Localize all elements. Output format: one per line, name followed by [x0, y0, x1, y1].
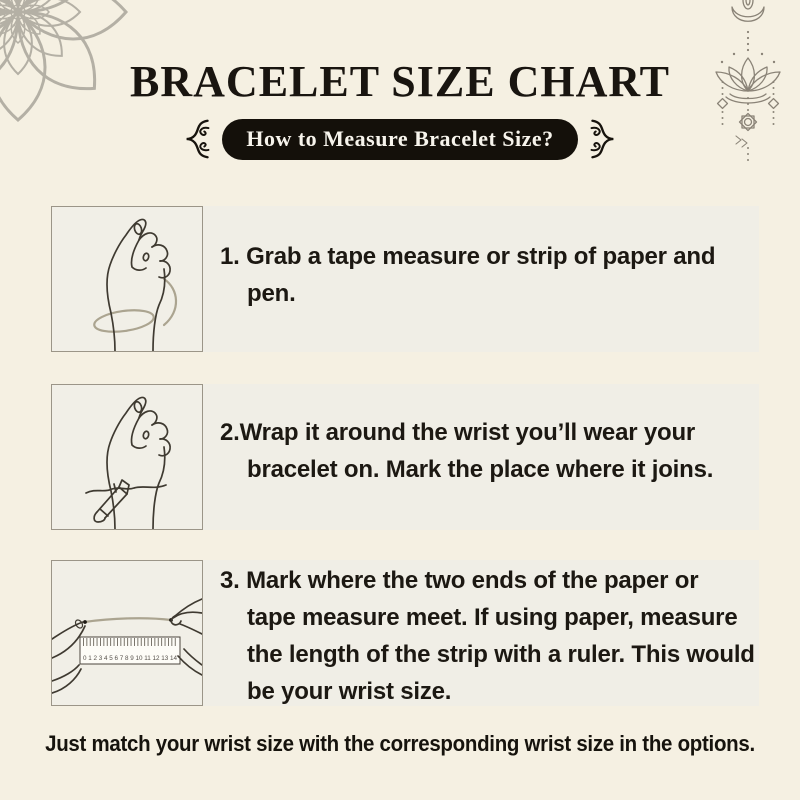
step-row-3: [51, 560, 759, 706]
fist-with-tape-loop-illustration: [52, 207, 202, 351]
step-row-1: [51, 206, 759, 352]
curly-flourish-left-icon: [182, 118, 213, 160]
page-title: BRACELET SIZE CHART: [130, 57, 670, 106]
step-1-illustration-box: [51, 206, 203, 352]
step-row-2: [51, 384, 759, 530]
step-3-illustration-box: [51, 560, 203, 706]
hands-stretching-strip-over-ruler-illustration: [52, 561, 202, 705]
step-1-text: 1. Grab a tape measure or strip of paper and pen.: [220, 243, 716, 307]
curly-flourish-right-icon: [587, 118, 618, 160]
subtitle-badge-row: [0, 118, 800, 160]
step-2-illustration-box: [51, 384, 203, 530]
ruler-numbers: 0 1 2 3 4 5 6 7 8 9 10 11 12 13 14: [83, 655, 178, 662]
footer-instruction: Just match your wrist size with the corresponding wrist size in the options.: [45, 731, 755, 756]
fist-with-marker-pen-illustration: [52, 385, 202, 529]
step-2-text: 2.Wrap it around the wrist you’ll wear your bracelet on. Mark the place where it joins.: [220, 419, 714, 483]
how-to-measure-badge: How to Measure Bracelet Size?: [222, 119, 577, 160]
step-3-text: 3. Mark where the two ends of the paper or tape measure meet. If using paper, measure the length of the strip with a ruler. This would be your wrist size.: [220, 567, 755, 705]
